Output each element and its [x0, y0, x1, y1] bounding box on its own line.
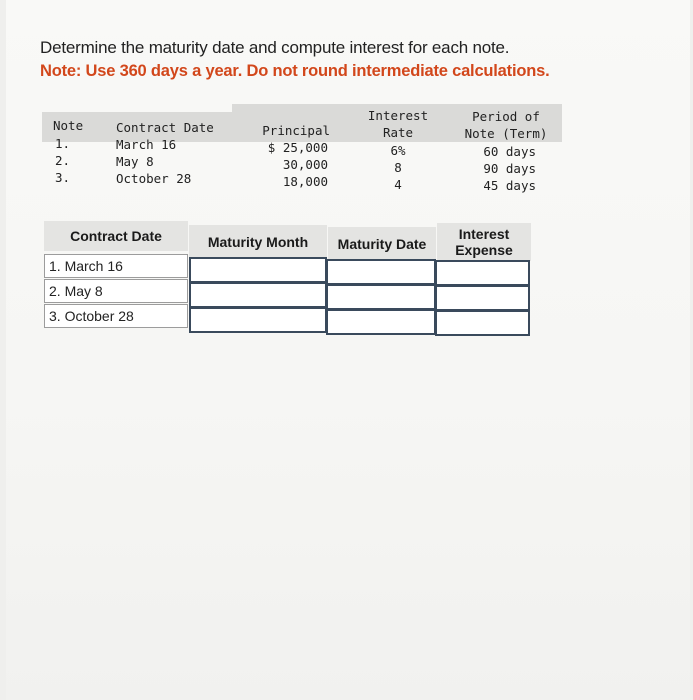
info-row-contract-date: May 8 [116, 154, 154, 169]
interest-expense-input[interactable] [435, 285, 530, 311]
maturity-date-input[interactable] [326, 309, 436, 335]
col-header-interest-expense-line2: Expense [455, 242, 513, 258]
info-row-rate: 4 [394, 177, 402, 192]
header-contract-date: Contract Date [116, 120, 214, 135]
maturity-date-input[interactable] [326, 259, 436, 285]
info-row-note: 1. [55, 136, 71, 151]
header-principal: Principal [262, 123, 330, 138]
question-instruction: Determine the maturity date and compute interest for each note. [40, 38, 510, 57]
col-header-contract-date: Contract Date [44, 221, 188, 251]
info-row-note: 3. [55, 170, 71, 185]
maturity-month-input[interactable] [189, 307, 327, 333]
row-label: 3. October 28 [44, 304, 188, 328]
interest-expense-input[interactable] [435, 310, 530, 336]
col-header-maturity-date: Maturity Date [328, 227, 436, 261]
info-row-rate: 6% [390, 143, 406, 158]
col-header-maturity-month: Maturity Month [189, 225, 327, 259]
col-header-interest-expense [437, 223, 531, 261]
header-period-line2: Note (Term) [464, 126, 548, 141]
row-label: 1. March 16 [44, 254, 188, 278]
maturity-month-input[interactable] [189, 257, 327, 283]
info-row-principal: 18,000 [282, 174, 328, 189]
note-info-table [42, 100, 562, 200]
info-row-principal: $ 25,000 [267, 140, 328, 155]
header-interest-rate-line1: Interest [367, 108, 429, 123]
info-row-contract-date: March 16 [116, 137, 177, 152]
info-row-period: 60 days [483, 144, 536, 159]
info-row-note: 2. [55, 153, 71, 168]
row-label: 2. May 8 [44, 279, 188, 303]
maturity-date-input[interactable] [326, 284, 436, 310]
maturity-month-input[interactable] [189, 282, 327, 308]
info-row-period: 90 days [483, 161, 536, 176]
header-period-line1: Period of [472, 109, 540, 124]
question-note: Note: Use 360 days a year. Do not round intermediate calculations. [40, 62, 550, 80]
interest-expense-input[interactable] [435, 260, 530, 286]
info-row-period: 45 days [483, 178, 536, 193]
info-row-contract-date: October 28 [116, 171, 192, 186]
header-note: Note [53, 118, 84, 133]
info-row-principal: 30,000 [282, 157, 328, 172]
info-row-rate: 8 [394, 160, 402, 175]
col-header-interest-expense-line1: Interest [458, 226, 510, 242]
header-interest-rate-line2: Rate [382, 125, 414, 140]
